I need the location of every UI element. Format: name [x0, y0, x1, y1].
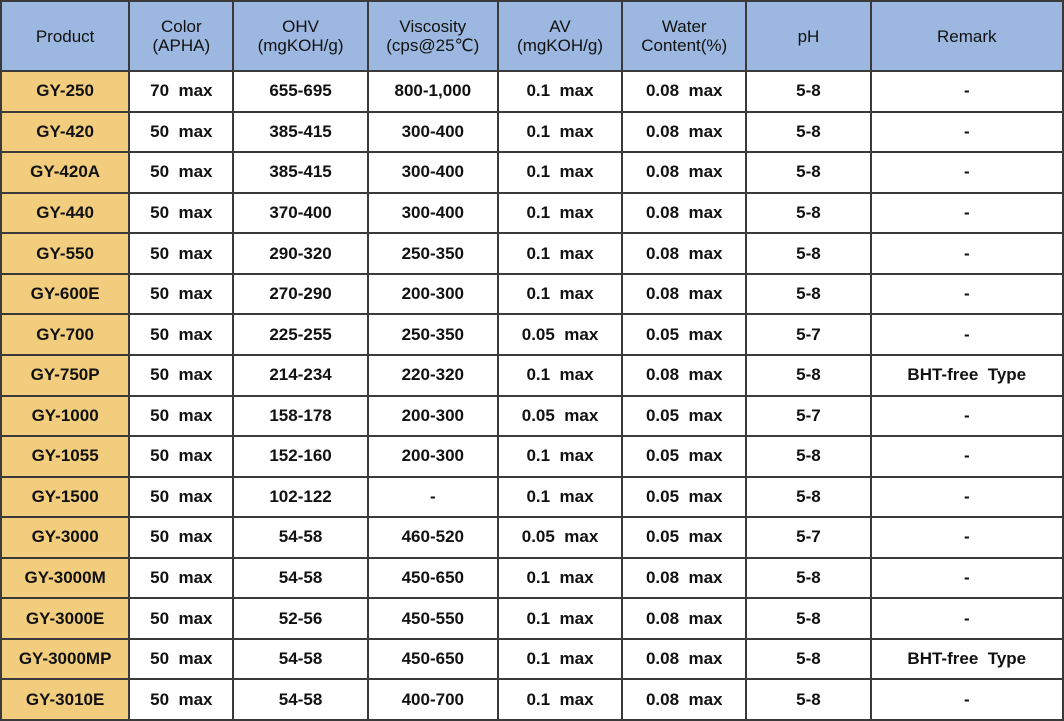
- table-row: [1, 679, 1063, 720]
- cell-ohv: 270-290: [233, 274, 367, 315]
- column-header-water-content: [622, 1, 746, 71]
- cell-color-apha: 50 max: [129, 517, 233, 558]
- cell-remark: BHT-free Type: [871, 355, 1063, 396]
- cell-viscosity: 800-1,000: [368, 71, 498, 112]
- cell-water-content: 0.08 max: [622, 639, 746, 680]
- cell-color-apha: 50 max: [129, 112, 233, 153]
- cell-water-content: 0.05 max: [622, 477, 746, 518]
- cell-viscosity: 200-300: [368, 436, 498, 477]
- header-row: [1, 1, 1063, 71]
- cell-ohv: 214-234: [233, 355, 367, 396]
- cell-ph: 5-7: [746, 396, 870, 437]
- column-header-line: Water: [661, 17, 707, 36]
- cell-remark: -: [871, 314, 1063, 355]
- column-header-viscosity: [368, 1, 498, 71]
- table-row: [1, 112, 1063, 153]
- column-header-remark: [871, 1, 1063, 71]
- cell-product: GY-3000MP: [1, 639, 129, 680]
- cell-av: 0.1 max: [498, 355, 622, 396]
- cell-ph: 5-8: [746, 233, 870, 274]
- cell-water-content: 0.08 max: [622, 274, 746, 315]
- cell-viscosity: 450-550: [368, 598, 498, 639]
- column-header-av: [498, 1, 622, 71]
- cell-viscosity: -: [368, 477, 498, 518]
- cell-remark: -: [871, 152, 1063, 193]
- cell-av: 0.1 max: [498, 152, 622, 193]
- cell-av: 0.05 max: [498, 396, 622, 437]
- cell-remark: BHT-free Type: [871, 639, 1063, 680]
- column-header-line: (cps@25℃): [386, 36, 480, 55]
- cell-color-apha: 50 max: [129, 558, 233, 599]
- table-row: [1, 598, 1063, 639]
- cell-av: 0.1 max: [498, 477, 622, 518]
- table-row: [1, 193, 1063, 234]
- cell-product: GY-600E: [1, 274, 129, 315]
- cell-ph: 5-8: [746, 71, 870, 112]
- column-header-line: Product: [35, 26, 95, 46]
- cell-ph: 5-8: [746, 639, 870, 680]
- cell-color-apha: 50 max: [129, 639, 233, 680]
- cell-ohv: 225-255: [233, 314, 367, 355]
- cell-viscosity: 450-650: [368, 639, 498, 680]
- cell-av: 0.1 max: [498, 112, 622, 153]
- cell-remark: -: [871, 679, 1063, 720]
- table-row: [1, 274, 1063, 315]
- cell-ohv: 54-58: [233, 639, 367, 680]
- cell-water-content: 0.08 max: [622, 71, 746, 112]
- column-header-line: AV: [549, 17, 571, 36]
- cell-color-apha: 50 max: [129, 355, 233, 396]
- cell-ph: 5-8: [746, 112, 870, 153]
- cell-ohv: 370-400: [233, 193, 367, 234]
- cell-viscosity: 300-400: [368, 152, 498, 193]
- cell-ph: 5-8: [746, 477, 870, 518]
- cell-water-content: 0.08 max: [622, 112, 746, 153]
- cell-av: 0.1 max: [498, 71, 622, 112]
- cell-water-content: 0.08 max: [622, 355, 746, 396]
- cell-ph: 5-7: [746, 314, 870, 355]
- column-header-line: OHV: [282, 17, 319, 36]
- cell-product: GY-1500: [1, 477, 129, 518]
- column-header-line: pH: [797, 26, 820, 46]
- cell-ph: 5-7: [746, 517, 870, 558]
- cell-remark: -: [871, 233, 1063, 274]
- cell-viscosity: 250-350: [368, 233, 498, 274]
- cell-av: 0.1 max: [498, 679, 622, 720]
- cell-viscosity: 400-700: [368, 679, 498, 720]
- cell-water-content: 0.08 max: [622, 558, 746, 599]
- column-header-line: (mgKOH/g): [257, 36, 344, 55]
- cell-remark: -: [871, 274, 1063, 315]
- cell-ohv: 158-178: [233, 396, 367, 437]
- cell-color-apha: 70 max: [129, 71, 233, 112]
- cell-color-apha: 50 max: [129, 598, 233, 639]
- cell-ph: 5-8: [746, 558, 870, 599]
- cell-viscosity: 300-400: [368, 112, 498, 153]
- cell-product: GY-440: [1, 193, 129, 234]
- cell-color-apha: 50 max: [129, 679, 233, 720]
- cell-ohv: 52-56: [233, 598, 367, 639]
- cell-color-apha: 50 max: [129, 152, 233, 193]
- cell-ohv: 54-58: [233, 558, 367, 599]
- column-header-product: [1, 1, 129, 71]
- cell-product: GY-750P: [1, 355, 129, 396]
- cell-product: GY-1000: [1, 396, 129, 437]
- cell-color-apha: 50 max: [129, 477, 233, 518]
- cell-color-apha: 50 max: [129, 233, 233, 274]
- cell-ohv: 54-58: [233, 679, 367, 720]
- table-row: [1, 517, 1063, 558]
- cell-remark: -: [871, 558, 1063, 599]
- cell-ohv: 385-415: [233, 152, 367, 193]
- column-header-ph: [746, 1, 870, 71]
- cell-ohv: 290-320: [233, 233, 367, 274]
- column-header-line: (mgKOH/g): [517, 36, 603, 55]
- table-row: [1, 314, 1063, 355]
- cell-product: GY-3000E: [1, 598, 129, 639]
- cell-remark: -: [871, 517, 1063, 558]
- cell-product: GY-700: [1, 314, 129, 355]
- cell-av: 0.1 max: [498, 436, 622, 477]
- table-row: [1, 355, 1063, 396]
- cell-ohv: 102-122: [233, 477, 367, 518]
- table-row: [1, 639, 1063, 680]
- cell-water-content: 0.08 max: [622, 193, 746, 234]
- cell-color-apha: 50 max: [129, 314, 233, 355]
- cell-product: GY-420: [1, 112, 129, 153]
- cell-ph: 5-8: [746, 152, 870, 193]
- cell-viscosity: 200-300: [368, 274, 498, 315]
- cell-product: GY-420A: [1, 152, 129, 193]
- cell-av: 0.05 max: [498, 314, 622, 355]
- column-header-color-apha: [129, 1, 233, 71]
- cell-ph: 5-8: [746, 436, 870, 477]
- cell-ph: 5-8: [746, 193, 870, 234]
- cell-product: GY-3000M: [1, 558, 129, 599]
- cell-ohv: 655-695: [233, 71, 367, 112]
- cell-water-content: 0.05 max: [622, 436, 746, 477]
- cell-remark: -: [871, 396, 1063, 437]
- column-header-line: (APHA): [152, 36, 211, 55]
- table-row: [1, 396, 1063, 437]
- table-row: [1, 477, 1063, 518]
- cell-color-apha: 50 max: [129, 436, 233, 477]
- column-header-line: Color: [161, 17, 202, 36]
- table-row: [1, 152, 1063, 193]
- cell-ph: 5-8: [746, 598, 870, 639]
- cell-av: 0.1 max: [498, 274, 622, 315]
- column-header-line: Content(%): [641, 36, 728, 55]
- column-header-line: Remark: [937, 26, 997, 46]
- cell-av: 0.1 max: [498, 233, 622, 274]
- cell-av: 0.1 max: [498, 598, 622, 639]
- cell-remark: -: [871, 193, 1063, 234]
- column-header-ohv: [233, 1, 367, 71]
- cell-color-apha: 50 max: [129, 396, 233, 437]
- table-row: [1, 558, 1063, 599]
- cell-ohv: 54-58: [233, 517, 367, 558]
- cell-water-content: 0.05 max: [622, 314, 746, 355]
- cell-color-apha: 50 max: [129, 274, 233, 315]
- cell-ph: 5-8: [746, 274, 870, 315]
- cell-ph: 5-8: [746, 355, 870, 396]
- cell-product: GY-250: [1, 71, 129, 112]
- cell-ohv: 152-160: [233, 436, 367, 477]
- cell-product: GY-550: [1, 233, 129, 274]
- cell-color-apha: 50 max: [129, 193, 233, 234]
- cell-av: 0.1 max: [498, 193, 622, 234]
- cell-ohv: 385-415: [233, 112, 367, 153]
- cell-water-content: 0.08 max: [622, 598, 746, 639]
- cell-product: GY-3010E: [1, 679, 129, 720]
- cell-product: GY-3000: [1, 517, 129, 558]
- cell-viscosity: 300-400: [368, 193, 498, 234]
- cell-water-content: 0.08 max: [622, 152, 746, 193]
- cell-water-content: 0.08 max: [622, 679, 746, 720]
- table-row: [1, 233, 1063, 274]
- cell-viscosity: 200-300: [368, 396, 498, 437]
- cell-product: GY-1055: [1, 436, 129, 477]
- cell-remark: -: [871, 112, 1063, 153]
- cell-water-content: 0.05 max: [622, 396, 746, 437]
- cell-av: 0.05 max: [498, 517, 622, 558]
- cell-remark: -: [871, 71, 1063, 112]
- cell-remark: -: [871, 477, 1063, 518]
- cell-ph: 5-8: [746, 679, 870, 720]
- cell-viscosity: 220-320: [368, 355, 498, 396]
- table-row: [1, 71, 1063, 112]
- cell-viscosity: 460-520: [368, 517, 498, 558]
- table-header: [1, 1, 1063, 71]
- cell-viscosity: 450-650: [368, 558, 498, 599]
- column-header-line: Viscosity: [399, 17, 467, 36]
- table-body: [1, 71, 1063, 720]
- cell-viscosity: 250-350: [368, 314, 498, 355]
- cell-water-content: 0.05 max: [622, 517, 746, 558]
- cell-av: 0.1 max: [498, 558, 622, 599]
- cell-remark: -: [871, 598, 1063, 639]
- cell-av: 0.1 max: [498, 639, 622, 680]
- cell-water-content: 0.08 max: [622, 233, 746, 274]
- cell-remark: -: [871, 436, 1063, 477]
- table-row: [1, 436, 1063, 477]
